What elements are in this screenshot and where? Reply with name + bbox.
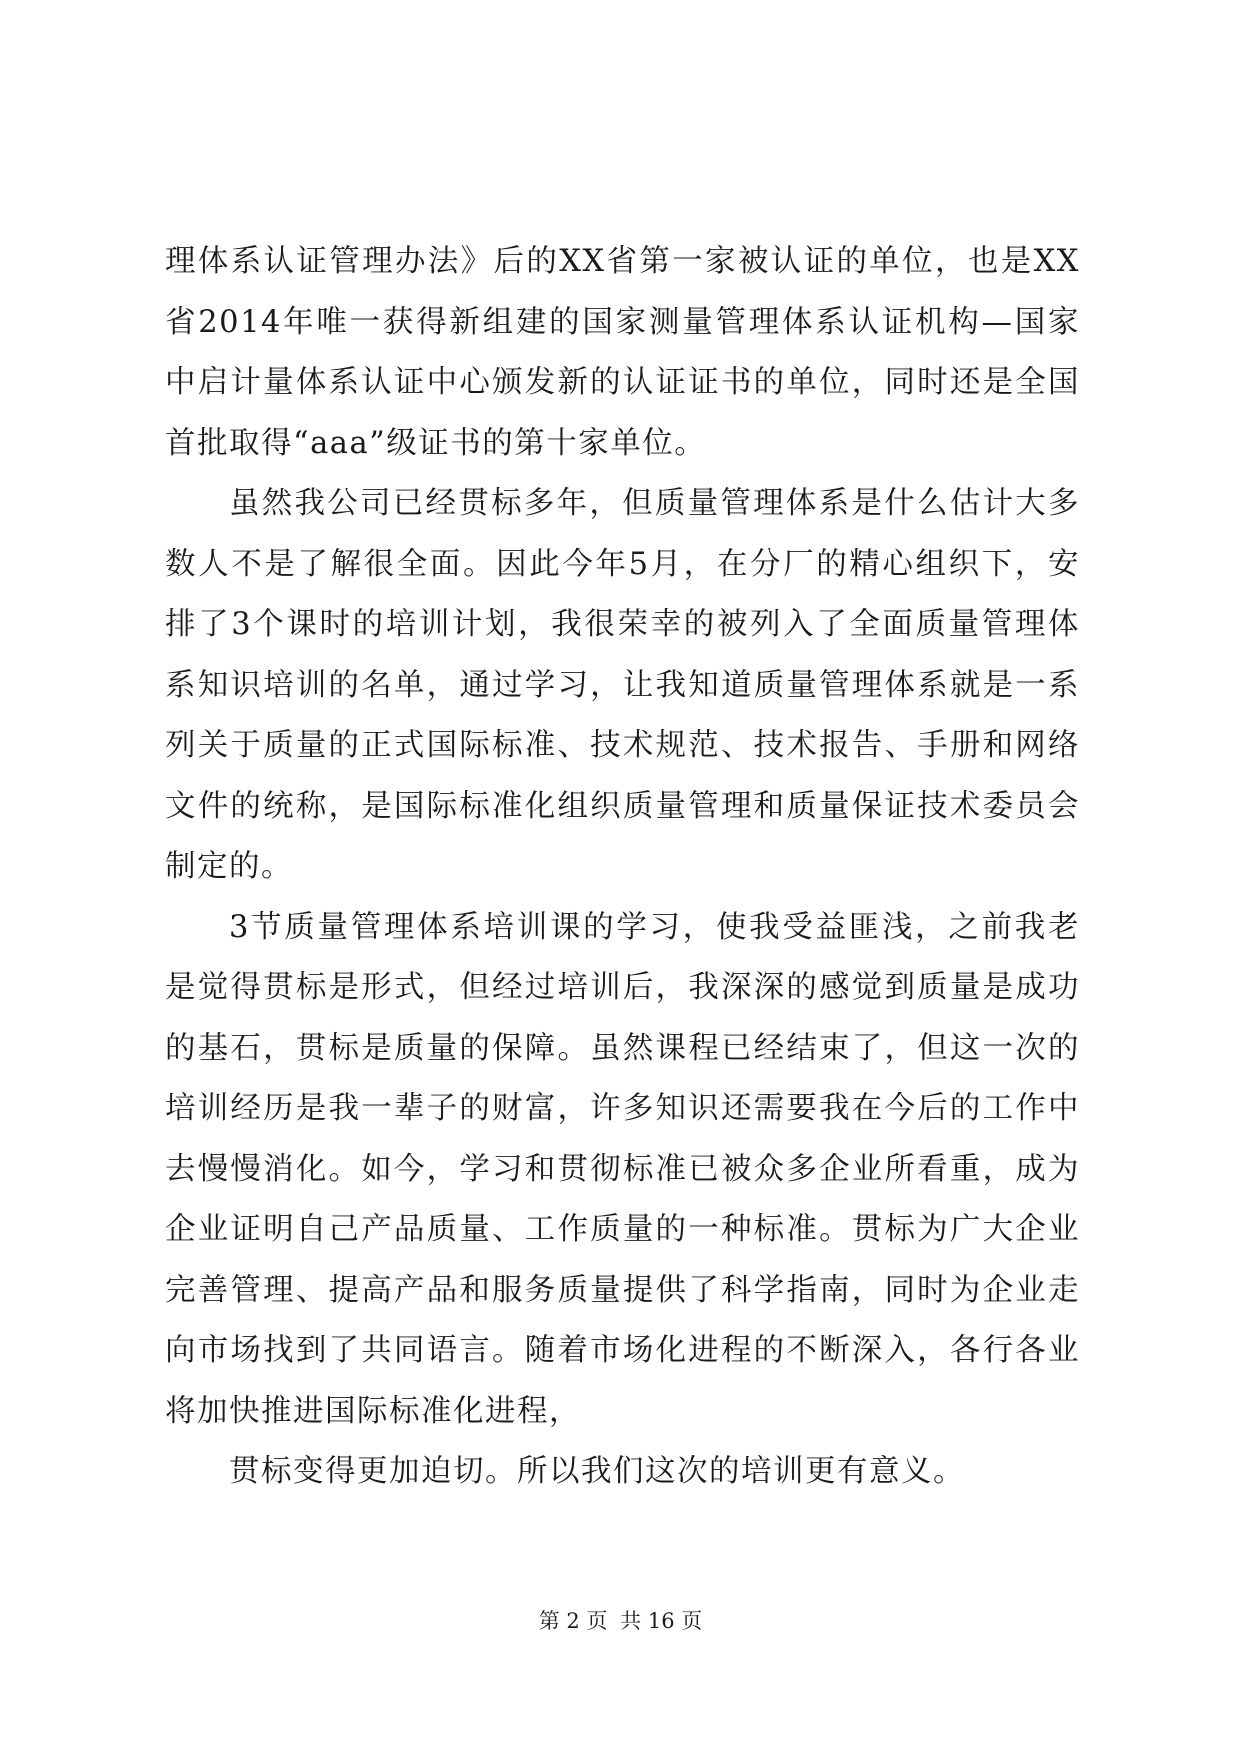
paragraph-continued: 理体系认证管理办法》后的XX省第一家被认证的单位，也是XX省2014年唯一获得新组建的国家测量管理体系认证机构—国家中启计量体系认证中心颁发新的认证证书的单位，同时还是全国首批取得“aaa”级证书的第十家单位。 [165,244,1080,461]
paragraph-training-intro: 虽然我公司已经贯标多年，但质量管理体系是什么估计大多数人不是了解很全面。因此今年5月，在分厂的精心组织下，安排了3个课时的培训计划，我很荣幸的被列入了全面质量管理体系知识培训的名单，通过学习，让我知道质量管理体系就是一系列关于质量的正式国际标准、技术规范、技术报告、手册和网络文件的统称，是国际标准化组织质量管理和质量保证技术委员会制定的。 [165,486,1080,884]
document-body [165,232,1080,1503]
page-number: 第 2 页 [538,1609,608,1633]
page-footer [0,1606,1241,1636]
paragraph-conclusion: 贯标变得更加迫切。所以我们这次的培训更有意义。 [229,1454,965,1489]
page-total: 共 16 页 [620,1609,703,1633]
paragraph-training-benefits: 3节质量管理体系培训课的学习，使我受益匪浅，之前我老是觉得贯标是形式，但经过培训后，我深深的感觉到质量是成功的基石，贯标是质量的保障。虽然课程已经结束了，但这一次的培训经历是我一辈子的财富，许多知识还需要我在今后的工作中去慢慢消化。如今，学习和贯彻标准已被众多企业所看重，成为企业证明自己产品质量、工作质量的一种标准。贯标为广大企业完善管理、提高产品和服务质量提供了科学指南，同时为企业走向市场找到了共同语言。随着市场化进程的不断深入，各行各业将加快推进国际标准化进程， [165,909,1080,1429]
